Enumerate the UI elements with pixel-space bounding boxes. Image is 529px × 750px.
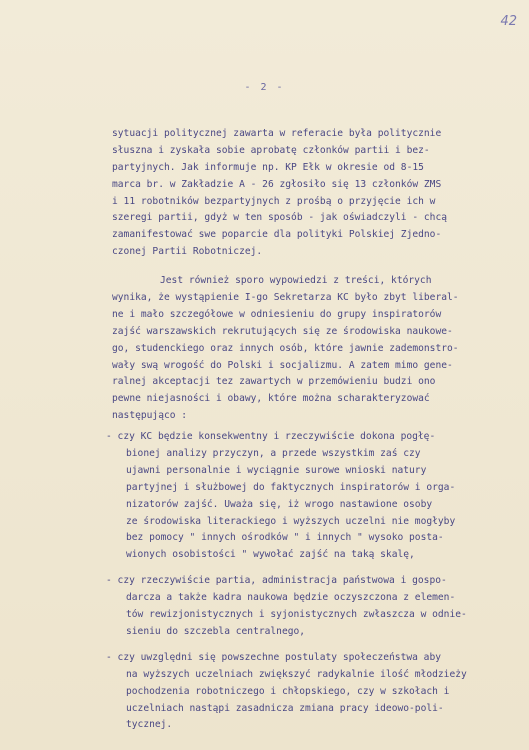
text-line: tycznej.	[126, 719, 173, 731]
text-line: bez pomocy " innych ośrodków " i innych " wysoko posta-	[126, 532, 444, 544]
text-line: wionych osobistości " wywołać zajść na taką skalę,	[126, 549, 415, 561]
text-line: sieniu do szczebla centralnego,	[126, 625, 306, 637]
text-line: - czy rzeczywiście partia, administracja państwowa i gospo-	[106, 575, 447, 587]
text-line: tów rewizjonistycznych i syjonistycznych zwłaszcza w odnie-	[126, 609, 467, 621]
bullet-item-3	[106, 650, 507, 734]
text-line: ne i mało szczegółowe w odniesieniu do grupy inspiratorów	[112, 308, 442, 320]
text-line: wały swą wrogość do Polski i socjalizmu. A zatem mimo gene-	[112, 359, 453, 371]
text-line: bionej analizy przyczyn, a przede wszystkim zaś czy	[126, 448, 421, 460]
text-line: zamanifestować swe poparcie dla polityki Polskiej Zjedno-	[112, 229, 442, 241]
folio-number: 42	[500, 14, 517, 29]
text-line: zajść warszawskich rekrutujących się ze środowiska naukowe-	[112, 325, 453, 337]
text-line: ralnej akceptacji tez zawartych w przemówieniu budzi ono	[112, 376, 436, 388]
text-line: - czy KC będzie konsekwentny i rzeczywiście dokona pogłę-	[106, 431, 436, 443]
text-line: sytuacji politycznej zawarta w referacie była politycznie	[112, 128, 442, 139]
text-line: na wyższych uczelniach zwiększyć radykalnie ilość młodzieży	[126, 668, 467, 680]
text-line: ze środowiska literackiego i wyższych uczelni nie mogłyby	[126, 515, 456, 527]
text-line: następująco :	[112, 410, 188, 422]
text-line: partyjnych. Jak informuje np. KP Ełk w okresie od 8-15	[112, 161, 424, 173]
text-line: czonej Partii Robotniczej.	[112, 246, 263, 258]
text-line: marca br. w Zakładzie A - 26 zgłosiło się 13 członków ZMS	[112, 178, 442, 190]
text-line: nizatorów zajść. Uważa się, iż wrogo nastawione osoby	[126, 498, 433, 510]
text-line: pochodzenia robotniczego i chłopskiego, czy w szkołach i	[126, 685, 450, 697]
text-line: darcza a także kadra naukowa będzie oczyszczona z elemen-	[126, 592, 456, 604]
text-line: go, studenckiego oraz innych osób, które jawnie zademonstro-	[112, 342, 459, 354]
text-line: partyjnej i służbowej do faktycznych inspiratorów i orga-	[126, 481, 456, 493]
text-line: szeregi partii, gdyż w ten sposób - jak oświadczyli - chcą	[112, 212, 448, 224]
text-line: słuszna i zyskała sobie aprobatę członków partii i bez-	[112, 144, 430, 156]
text-line: wynika, że wystąpienie I-go Sekretarza KC było zbyt liberal-	[112, 292, 459, 304]
paragraph-2	[112, 273, 507, 425]
bullet-item-1	[106, 429, 507, 564]
document-body	[106, 126, 507, 734]
text-line: Jest również sporo wypowiedzi z treści, których	[160, 275, 432, 287]
text-line: pewne niejasności i obawy, które można scharakteryzować	[112, 393, 430, 405]
text-line: - czy uwzględni się powszechne postulaty społeczeństwa aby	[106, 651, 442, 663]
text-line: i 11 robotników bezpartyjnych z prośbą o przyjęcie ich w	[112, 195, 436, 207]
page-number-marker: - 2 -	[244, 82, 285, 93]
paragraph-1	[112, 126, 507, 261]
text-line: uczelniach nastąpi zasadnicza zmiana pracy ideowo-poli-	[126, 702, 444, 714]
bullet-item-2	[106, 573, 507, 641]
text-line: ujawni personalnie i wyciągnie surowe wnioski natury	[126, 464, 427, 476]
